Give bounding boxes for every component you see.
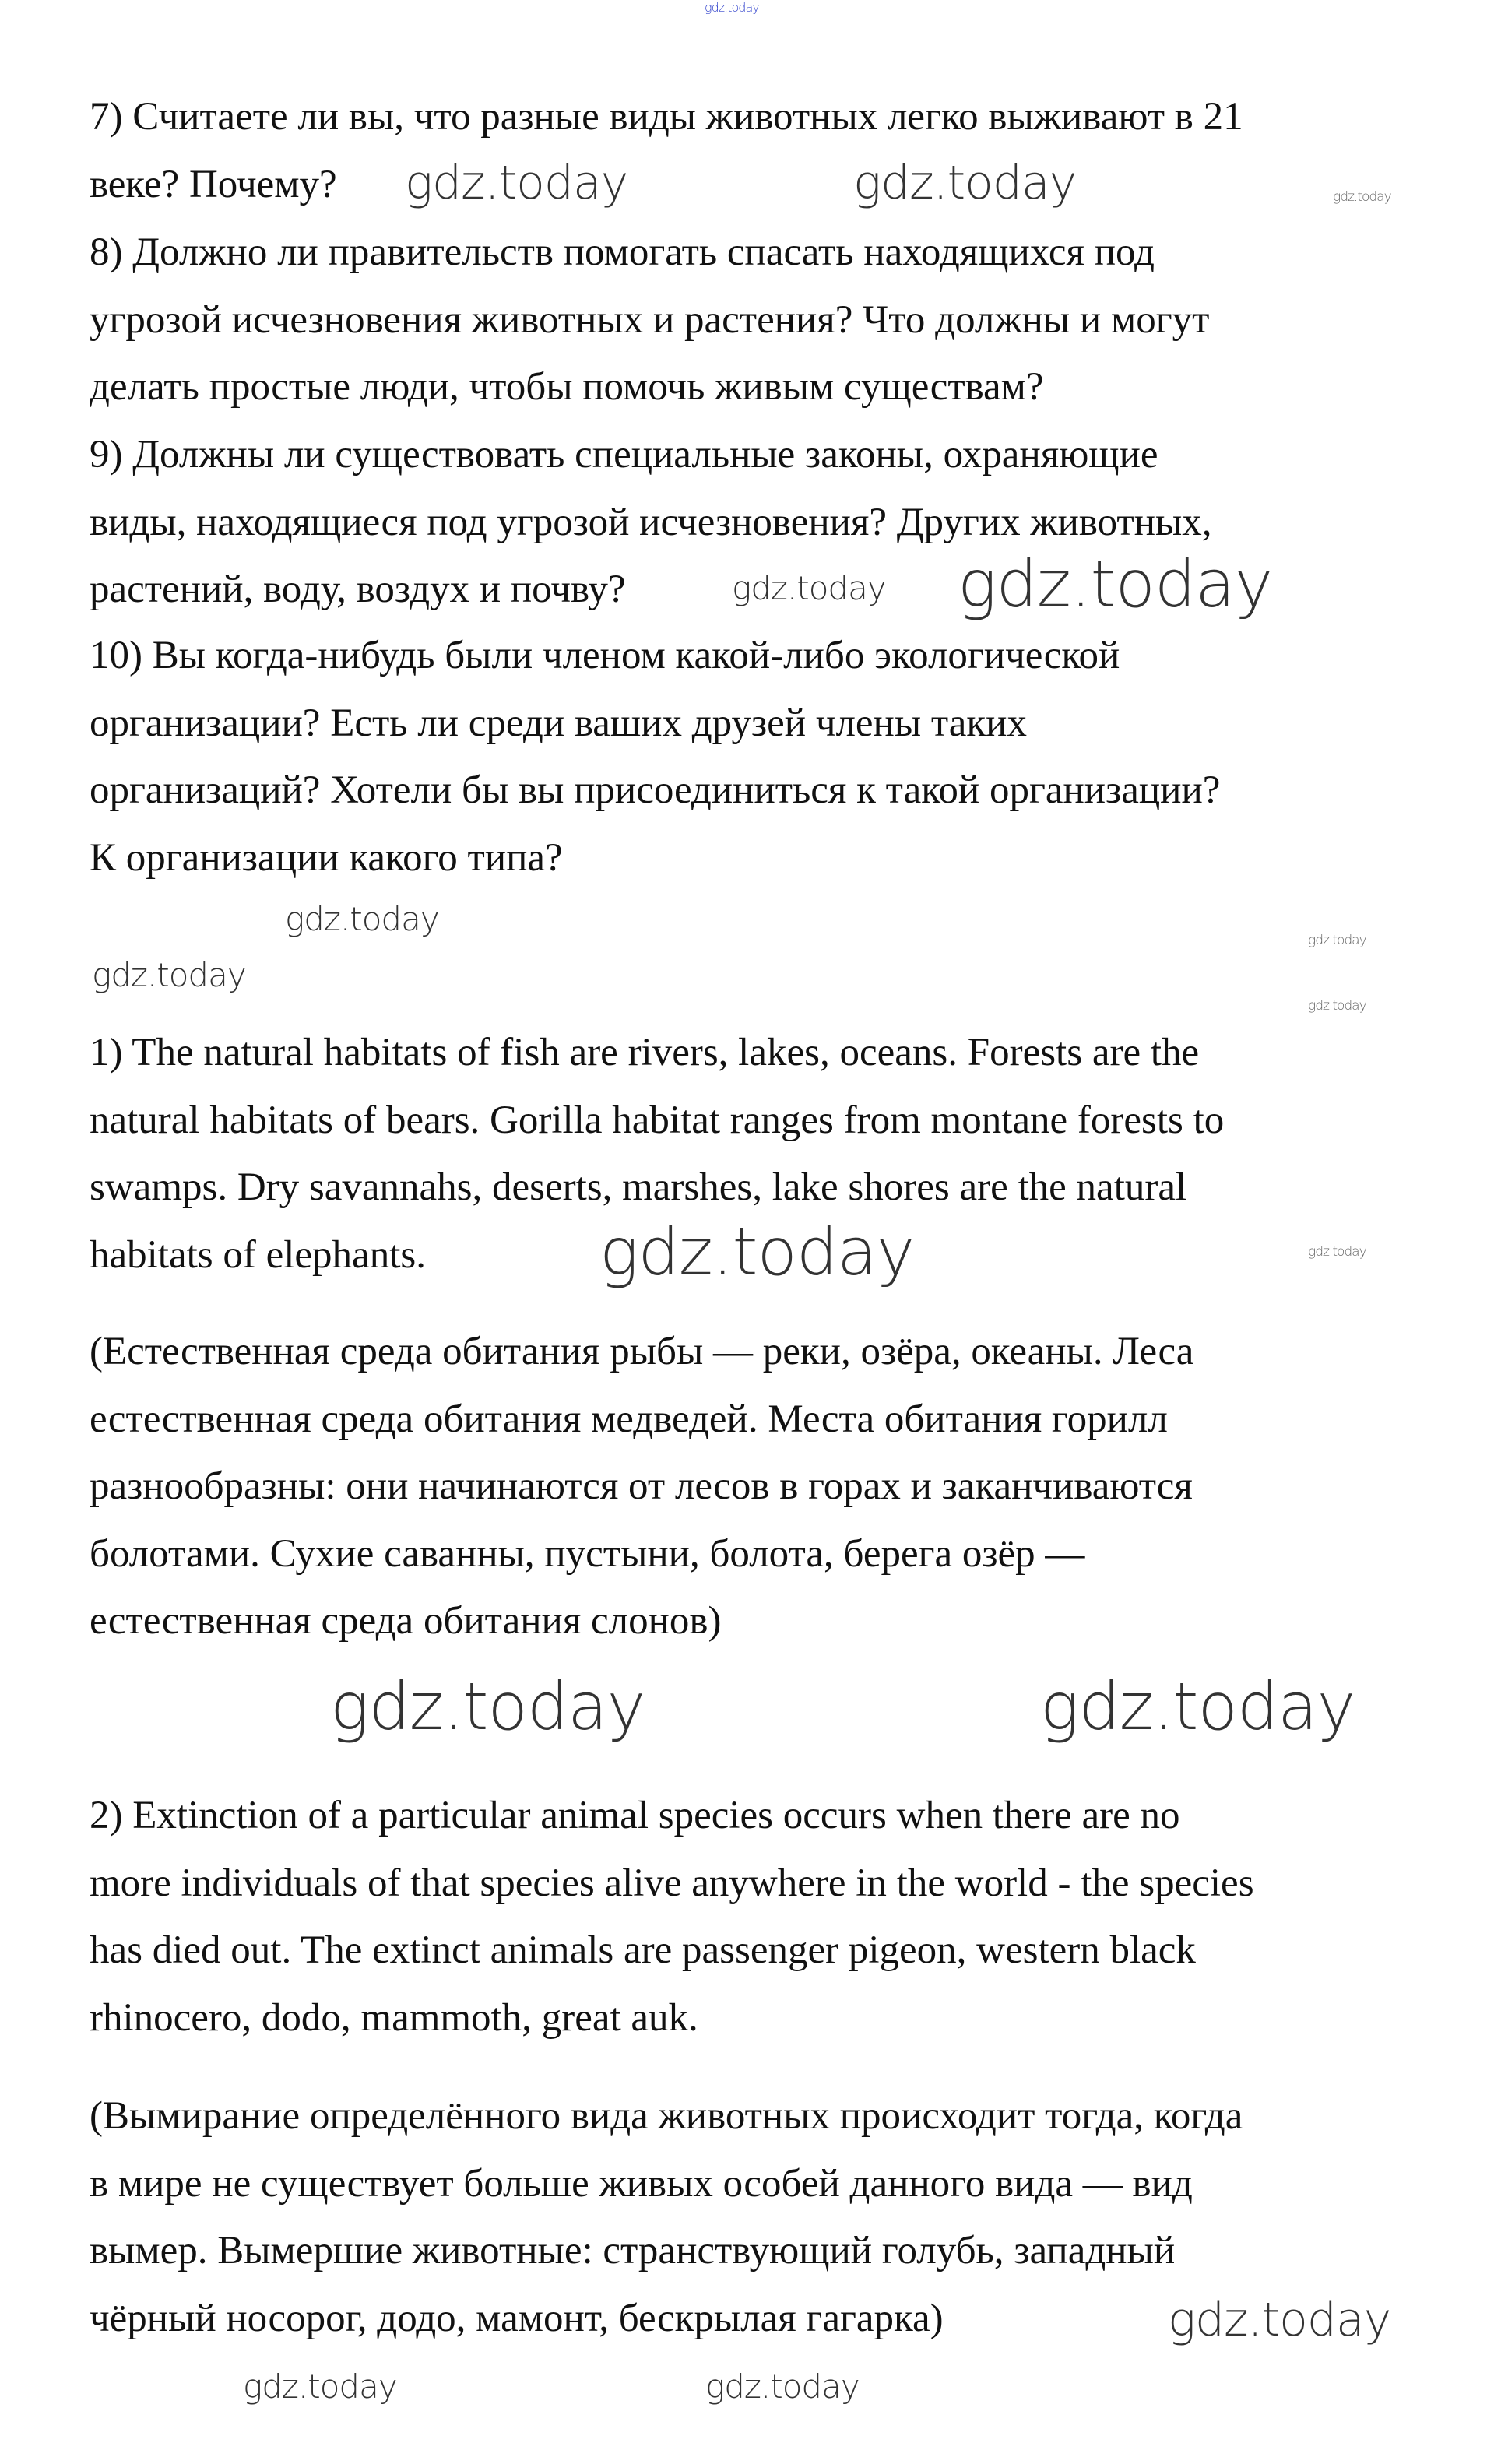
text-line: организации? Есть ли среди ваших друзей члены таких: [90, 701, 1027, 745]
text-line: has died out. The extinct animals are passenger pigeon, western black: [90, 1928, 1196, 1972]
text-line: 8) Должно ли правительств помогать спасать находящихся под: [90, 230, 1155, 274]
watermark: gdz.today: [599, 1214, 915, 1290]
watermark: gdz.today: [1308, 933, 1366, 948]
text-line: 7) Считаете ли вы, что разные виды животных легко выживают в 21: [90, 95, 1243, 139]
watermark: gdz.today: [92, 956, 246, 994]
question-10: [90, 622, 1220, 891]
text-line: swamps. Dry savannahs, deserts, marshes, lake shores are the natural: [90, 1165, 1187, 1209]
text-line: чёрный носорог, додо, мамонт, бескрылая гагарка): [90, 2296, 944, 2340]
text-line: 9) Должны ли существовать специальные законы, охраняющие: [90, 433, 1158, 476]
text-line: растений, воду, воздух и почву?: [90, 568, 626, 611]
text-line: естественная среда обитания слонов): [90, 1599, 722, 1643]
watermark: gdz.today: [1168, 2293, 1391, 2347]
text-line: в мире не существует больше живых особей данного вида — вид: [90, 2161, 1193, 2206]
text-line: разнообразны: они начинаются от лесов в горах и заканчиваются: [90, 1464, 1193, 1508]
watermark: gdz.today: [1308, 1244, 1366, 1260]
text-line: естественная среда обитания медведей. Места обитания горилл: [90, 1397, 1168, 1441]
text-line: (Вымирание определённого вида животных происходит тогда, когда: [90, 2094, 1243, 2138]
text-line: веке? Почему?: [90, 162, 337, 206]
watermark: gdz.today: [958, 546, 1273, 622]
watermark: gdz.today: [1333, 189, 1391, 205]
watermark: gdz.today: [705, 0, 759, 15]
watermark: gdz.today: [853, 156, 1077, 210]
text-line: К организации какого типа?: [90, 835, 563, 880]
question-8: [90, 219, 1209, 421]
text-line: more individuals of that species alive anywhere in the world - the species: [90, 1861, 1254, 1905]
text-line: вымер. Вымершие животные: странствующий голубь, западный: [90, 2229, 1176, 2272]
answer-2-english: [90, 1782, 1254, 2051]
watermark: gdz.today: [285, 900, 439, 938]
watermark: gdz.today: [330, 1668, 645, 1745]
watermark: gdz.today: [1308, 998, 1366, 1014]
text-line: (Естественная среда обитания рыбы — реки, озёра, океаны. Леса: [90, 1330, 1194, 1373]
watermark: gdz.today: [243, 2367, 397, 2406]
text-line: виды, находящиеся под угрозой исчезновения? Других животных,: [90, 500, 1212, 544]
text-line: болотами. Сухие саванны, пустыни, болота, берега озёр —: [90, 1531, 1085, 1576]
text-line: natural habitats of bears. Gorilla habitat ranges from montane forests to: [90, 1098, 1225, 1142]
text-line: 1) The natural habitats of fish are rivers, lakes, oceans. Forests are the: [90, 1031, 1200, 1074]
text-line: делать простые люди, чтобы помочь живым существам?: [90, 365, 1044, 409]
watermark: gdz.today: [732, 569, 886, 607]
text-line: 10) Вы когда-нибудь были членом какой-либо экологической: [90, 634, 1120, 677]
text-line: организаций? Хотели бы вы присоединиться к такой организации?: [90, 768, 1221, 812]
text-line: rhinocero, dodo, mammoth, great auk.: [90, 1995, 698, 2040]
watermark: gdz.today: [1040, 1668, 1355, 1745]
watermark: gdz.today: [405, 156, 628, 210]
answer-2-russian: [90, 2083, 1243, 2352]
text-line: habitats of elephants.: [90, 1232, 426, 1277]
watermark: gdz.today: [705, 2367, 860, 2406]
text-line: 2) Extinction of a particular animal species occurs when there are no: [90, 1794, 1180, 1837]
text-line: угрозой исчезновения животных и растения? Что должны и могут: [90, 297, 1210, 342]
answer-1-russian: [90, 1318, 1193, 1655]
